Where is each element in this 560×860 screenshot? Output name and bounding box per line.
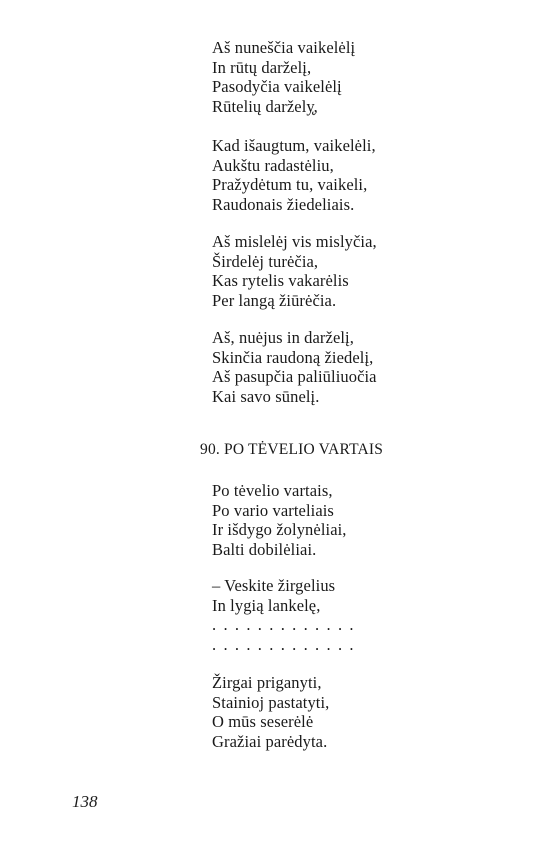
verse-line: Aš nuneščia vaikelėlį xyxy=(212,38,356,57)
verse-line: Aš, nuėjus in darželį, xyxy=(212,328,354,347)
verse-line: Stainioj pastatyti, xyxy=(212,692,330,712)
verse-line: Po tėvelio vartais, xyxy=(212,481,333,500)
ellipsis-line: . . . . . . . . . . . . . xyxy=(212,615,356,635)
ellipsis-line: . . . . . . . . . . . . . xyxy=(212,635,356,655)
stanza-2 xyxy=(212,136,376,215)
verse-line: – Veskite žirgelius xyxy=(212,576,336,595)
verse-line: Pasodyčia vaikelėlį xyxy=(212,77,342,97)
verse-line: Rūtelių daržely̨, xyxy=(212,97,318,117)
verse-line: Per langą žiūrėčia. xyxy=(212,291,337,311)
verse-line: Balti dobilėliai. xyxy=(212,540,317,560)
verse-line: Ir išdygo žolynėliai, xyxy=(212,520,347,540)
verse-line: Po vario varteliais xyxy=(212,500,334,520)
verse-line: Raudonais žiedeliais. xyxy=(212,195,355,215)
stanza-7 xyxy=(212,673,329,752)
stanza-3 xyxy=(212,232,377,311)
stanza-1 xyxy=(212,38,355,117)
verse-line: Kad išaugtum, vaikelėli, xyxy=(212,136,376,155)
verse-line: Pražydėtum tu, vaikeli, xyxy=(212,175,368,195)
verse-line: O mūs seserėlė xyxy=(212,712,314,732)
verse-line: Aš pasupčia paliūliuočia xyxy=(212,367,377,387)
verse-line: Kai savo sūnelį. xyxy=(212,387,320,407)
verse-line: Skinčia raudoną žiedelį, xyxy=(212,347,374,367)
verse-line: Gražiai parėdyta. xyxy=(212,732,328,752)
stanza-4 xyxy=(212,328,377,407)
verse-line: In lygią lankelę, xyxy=(212,595,321,615)
verse-line: Širdelėj turėčia, xyxy=(212,251,319,271)
verse-line: Aš mislelėj vis mislyčia, xyxy=(212,232,377,251)
poem-title: 90. PO TĖVELIO VARTAIS xyxy=(200,441,384,458)
verse-line: In rūtų darželį, xyxy=(212,57,312,77)
verse-line: Žirgai priganyti, xyxy=(212,673,322,692)
page-number: 138 xyxy=(72,792,98,811)
stanza-6 xyxy=(212,576,355,655)
verse-line: Kas rytelis vakarėlis xyxy=(212,271,349,291)
stanza-5 xyxy=(212,481,347,560)
verse-line: Aukštu radastėliu, xyxy=(212,155,334,175)
